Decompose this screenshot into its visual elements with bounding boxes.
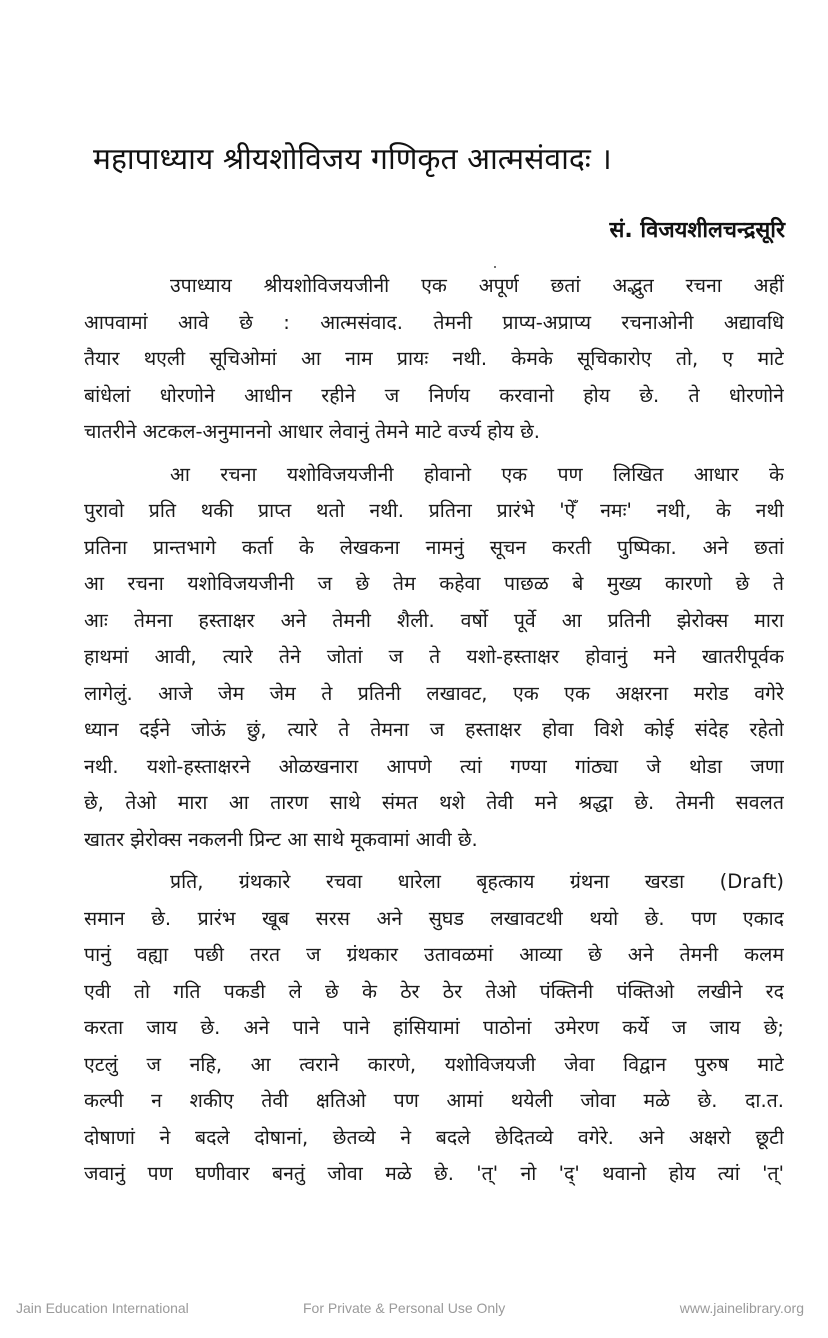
text-line: उपाध्याय श्रीयशोविजयजीनी एक अपूर्ण छतां अद्भुत रचना अहीं: [170, 274, 784, 297]
text-line: खातर झेरोक्स नकलनी प्रिन्ट आ साथे मूकवामां आवी छे.: [84, 827, 478, 851]
text-line: एवी तो गति पकडी ले छे के ठेर ठेर तेओ पंक्तिनी पंक्तिओ लखीने रद: [84, 979, 784, 1003]
text-line: आः तेमना हस्ताक्षर अने तेमनी शैली. वर्षो पूर्वे आ प्रतिनी झेरोक्स मारा: [84, 608, 784, 632]
footer-usage-notice: For Private & Personal Use Only: [303, 1300, 506, 1316]
text-line: चातरीने अटकल-अनुमाननो आधार लेवानुं तेमने माटे वर्ज्य होय छे.: [84, 420, 540, 443]
paragraph-3: [84, 864, 784, 1193]
paragraph-1: [84, 268, 784, 451]
footer-website-link[interactable]: www.jainelibrary.org: [679, 1300, 804, 1316]
text-line: पुरावो प्रति थकी प्राप्त थतो नथी. प्रतिना प्रारंभे 'ऐँ नमः' नथी, के नथी: [84, 499, 784, 522]
text-line: आ रचना यशोविजयजीनी होवानो एक पण लिखित आधार के: [170, 462, 784, 486]
footer-publisher: Jain Education International: [16, 1300, 189, 1316]
text-line: आ रचना यशोविजयजीनी ज छे तेम कहेवा पाछळ बे मुख्य कारणो छे ते: [84, 572, 784, 595]
text-line: प्रतिना प्रान्तभागे कर्ता के लेखकना नामनुं सूचन करती पुष्पिका. अने छतां: [84, 535, 784, 559]
text-line: नथी. यशो-हस्ताक्षरने ओळखनारा आपणे त्यां गण्या गांठ्या जे थोडा जणा: [84, 754, 784, 778]
text-line: समान छे. प्रारंभ खूब सरस अने सुघड लखावटथी थयो छे. पण एकाद: [84, 906, 784, 930]
text-line: तैयार थएली सूचिओमां आ नाम प्रायः नथी. केमके सूचिकारोए तो, ए माटे: [84, 347, 784, 370]
text-line: बांधेलां धोरणोने आधीन रहीने ज निर्णय करवानो होय छे. ते धोरणोने: [84, 383, 784, 407]
text-line: लागेलुं. आजे जेम जेम ते प्रतिनी लखावट, एक एक अक्षरना मरोड वगेरे: [84, 681, 784, 705]
text-line: एटलुं ज नहि, आ त्वराने कारणे, यशोविजयजी जेवा विद्वान पुरुष माटे: [84, 1052, 784, 1076]
text-line: छे, तेओ मारा आ तारण साथे संमत थशे तेवी मने श्रद्धा छे. तेमनी सवलत: [84, 791, 784, 814]
text-line: ध्यान दईने जोऊं छुं, त्यारे ते तेमना ज हस्ताक्षर होवा विशे कोई संदेह रहेतो: [84, 718, 784, 741]
page-footer: [0, 1296, 828, 1320]
text-line: दोषाणां ने बदले दोषानां, छेतव्ये ने बदले छेदितव्ये वगेरे. अने अक्षरो छूटी: [84, 1125, 784, 1149]
document-title: महापाध्याय श्रीयशोविजय गणिकृत आत्मसंवादः ।: [93, 142, 612, 177]
text-line: प्रति, ग्रंथकारे रचवा धारेला बृहत्काय ग्रंथना खरडा (Draft): [170, 870, 784, 893]
editor-credit: सं. विजयशीलचन्द्रसूरि: [609, 218, 785, 243]
body-text: [84, 268, 784, 1193]
text-line: पानुं वह्या पछी तरत ज ग्रंथकार उतावळमां आव्या छे अने तेमनी कलम: [84, 943, 784, 966]
paragraph-2: [84, 457, 784, 859]
text-line: हाथमां आवी, त्यारे तेने जोतां ज ते यशो-हस्ताक्षर होवानुं मने खातरीपूर्वक: [84, 645, 784, 668]
text-line: जवानुं पण घणीवार बनतुं जोवा मळे छे. 'त्' नो 'द्' थवानो होय त्यां 'त्': [84, 1162, 784, 1185]
text-line: कल्पी न शकीए तेवी क्षतिओ पण आमां थयेली जोवा मळे छे. दा.त.: [84, 1089, 784, 1112]
text-line: आपवामां आवे छे : आत्मसंवाद. तेमनी प्राप्य-अप्राप्य रचनाओनी अद्यावधि: [84, 310, 784, 334]
text-line: करता जाय छे. अने पाने पाने हांसियामां पाठोनां उमेरण कर्ये ज जाय छे;: [84, 1016, 784, 1039]
